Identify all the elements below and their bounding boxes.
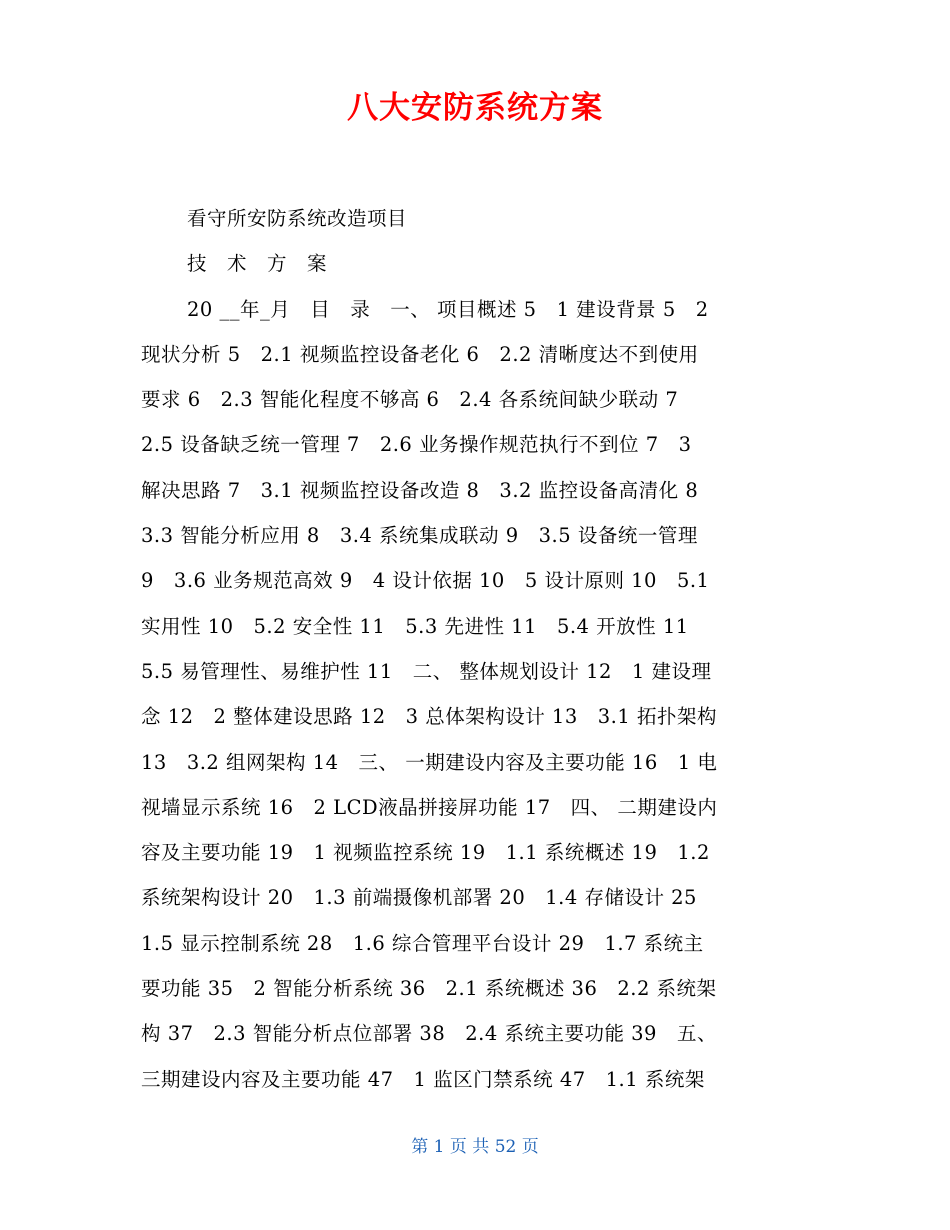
toc-line: 要功能 35 2 智能分析系统 36 2.1 系统概述 36 2.2 系统架 (141, 977, 717, 1001)
toc-line: 构 37 2.3 智能分析点位部署 38 2.4 系统主要功能 39 五、 (141, 1022, 717, 1046)
toc-line: 13 3.2 组网架构 14 三、 一期建设内容及主要功能 16 1 电 (141, 750, 718, 774)
toc-line: 现状分析 5 2.1 视频监控设备老化 6 2.2 清晰度达不到使用 (141, 342, 699, 366)
toc-line: 三期建设内容及主要功能 47 1 监区门禁系统 47 1.1 系统架 (141, 1067, 705, 1091)
toc-line: 2.5 设备缺乏统一管理 7 2.6 业务操作规范执行不到位 7 3 (141, 433, 692, 457)
document-title: 八大安防系统方案 (347, 90, 603, 126)
document-body (141, 196, 805, 1102)
toc-line: 视墙显示系统 16 2 LCD液晶拼接屏功能 17 四、 二期建设内 (141, 795, 718, 819)
toc-line: 1.5 显示控制系统 28 1.6 综合管理平台设计 29 1.7 系统主 (141, 931, 704, 955)
toc-line: 5.5 易管理性、易维护性 11 二、 整体规划设计 12 1 建设理 (141, 659, 712, 683)
subtitle-technical-plan: 技 术 方 案 (187, 252, 328, 276)
toc-line: 解决思路 7 3.1 视频监控设备改造 8 3.2 监控设备高清化 8 (141, 478, 699, 502)
toc-line: 系统架构设计 20 1.3 前端摄像机部署 20 1.4 存储设计 25 (141, 886, 697, 910)
toc-line: 念 12 2 整体建设思路 12 3 总体架构设计 13 3.1 拓扑架构 (141, 705, 717, 729)
toc-line: 20 __年_月 目 录 一、 项目概述 5 1 建设背景 5 2 (187, 297, 709, 321)
toc-line: 实用性 10 5.2 安全性 11 5.3 先进性 11 5.4 开放性 11 (141, 614, 689, 638)
page-number-footer: 第 1 页 共 52 页 (411, 1137, 539, 1157)
toc-line: 3.3 智能分析应用 8 3.4 系统集成联动 9 3.5 设备统一管理 (141, 524, 698, 548)
subtitle-project: 看守所安防系统改造项目 (187, 207, 408, 230)
toc-line: 9 3.6 业务规范高效 9 4 设计依据 10 5 设计原则 10 5.1 (141, 569, 710, 593)
toc-line: 容及主要功能 19 1 视频监控系统 19 1.1 系统概述 19 1.2 (141, 841, 710, 865)
toc-line: 要求 6 2.3 智能化程度不够高 6 2.4 各系统间缺少联动 7 (141, 388, 679, 412)
